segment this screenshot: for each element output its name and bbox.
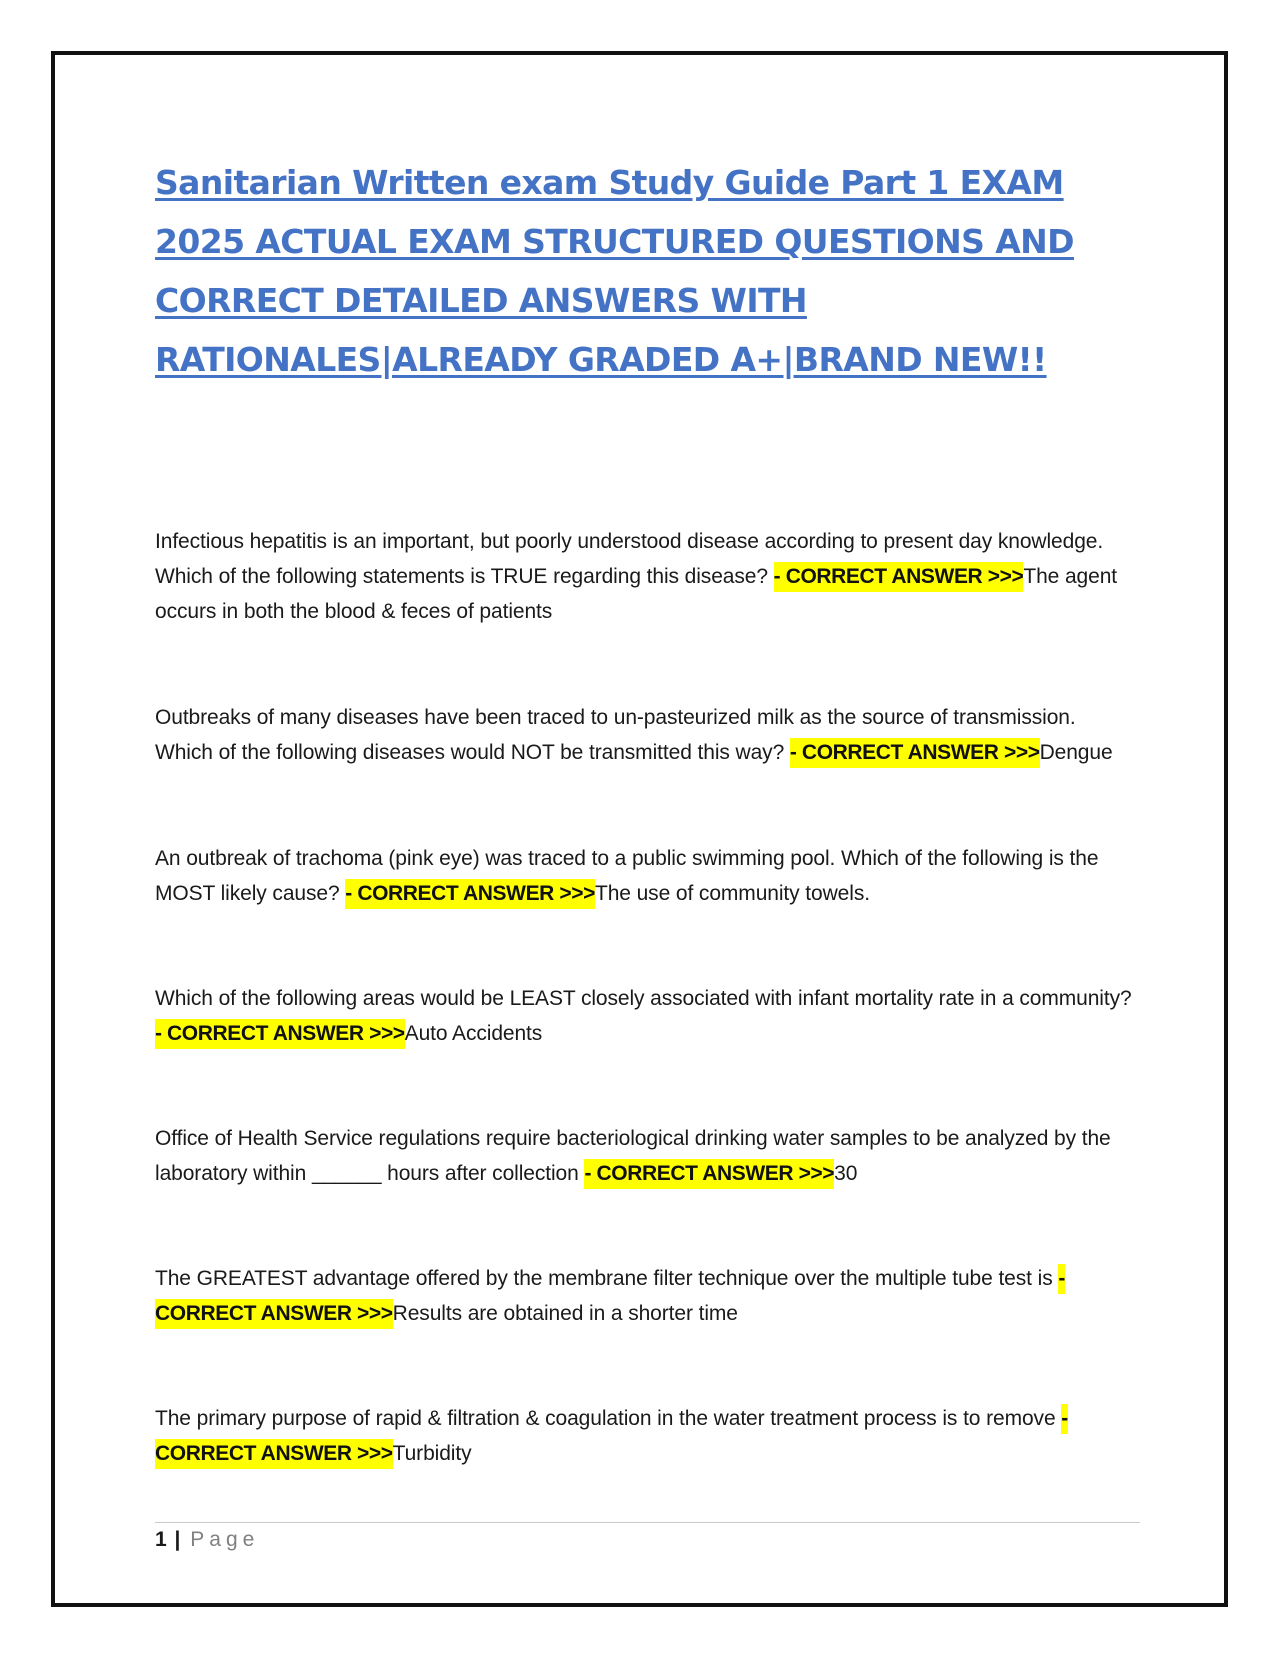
question-text: The primary purpose of rapid & filtration & coagulation in the water treatment process is to remove: [155, 1407, 1056, 1430]
correct-answer-marker: - CORRECT ANSWER >>>: [345, 879, 595, 909]
question-text: The GREATEST advantage offered by the membrane filter technique over the multiple tube test is: [155, 1267, 1053, 1290]
document-title: Sanitarian Written exam Study Guide Part 1 EXAM 2025 ACTUAL EXAM STRUCTURED QUESTIONS AND CORRECT DETAILED ANSWERS WITH RATIONALES|ALREADY GRADED A+|BRAND NEW!!: [155, 163, 1074, 379]
question-item: [155, 1261, 1135, 1331]
answer-text: The agent occurs in both the blood & feces of patients: [155, 565, 1118, 623]
page-label: Page: [190, 1528, 260, 1551]
question-text: An outbreak of trachoma (pink eye) was traced to a public swimming pool. Which of the following is the MOST likely cause?: [155, 847, 1099, 905]
question-text: Which of the following areas would be LEAST closely associated with infant mortality rate in a community?: [155, 987, 1132, 1010]
correct-answer-marker: - CORRECT ANSWER >>>: [155, 1404, 1068, 1469]
question-text: Outbreaks of many diseases have been traced to un-pasteurized milk as the source of transmission. Which of the following diseases would NOT be transmitted this way?: [155, 706, 1076, 764]
question-item: [155, 981, 1135, 1051]
question-item: [155, 524, 1135, 629]
question-list: [155, 524, 1135, 1471]
question-item: [155, 1401, 1135, 1471]
correct-answer-marker: - CORRECT ANSWER >>>: [155, 1019, 405, 1049]
answer-text: Turbidity: [392, 1442, 472, 1465]
question-text: Infectious hepatitis is an important, but poorly understood disease according to present day knowledge. Which of the following statements is TRUE regarding this disease?: [155, 530, 1104, 588]
question-text: Office of Health Service regulations require bacteriological drinking water samples to be analyzed by the laboratory within ______ hours after collection: [155, 1127, 1111, 1185]
page-content: [155, 153, 1135, 1541]
correct-answer-marker: - CORRECT ANSWER >>>: [584, 1159, 834, 1189]
answer-text: The use of community towels.: [594, 882, 870, 905]
page-frame: [51, 51, 1228, 1607]
answer-text: Auto Accidents: [404, 1022, 543, 1045]
page-footer: [155, 1522, 1140, 1552]
correct-answer-marker: - CORRECT ANSWER >>>: [155, 1264, 1065, 1329]
correct-answer-marker: - CORRECT ANSWER >>>: [790, 738, 1040, 768]
answer-text: Results are obtained in a shorter time: [392, 1302, 738, 1325]
question-item: [155, 841, 1135, 911]
question-item: [155, 1121, 1135, 1191]
question-item: [155, 700, 1135, 770]
page-number: 1: [155, 1528, 167, 1551]
answer-text: 30: [834, 1162, 858, 1185]
answer-text: Dengue: [1039, 741, 1113, 764]
correct-answer-marker: - CORRECT ANSWER >>>: [774, 562, 1024, 592]
footer-separator: |: [174, 1528, 181, 1551]
